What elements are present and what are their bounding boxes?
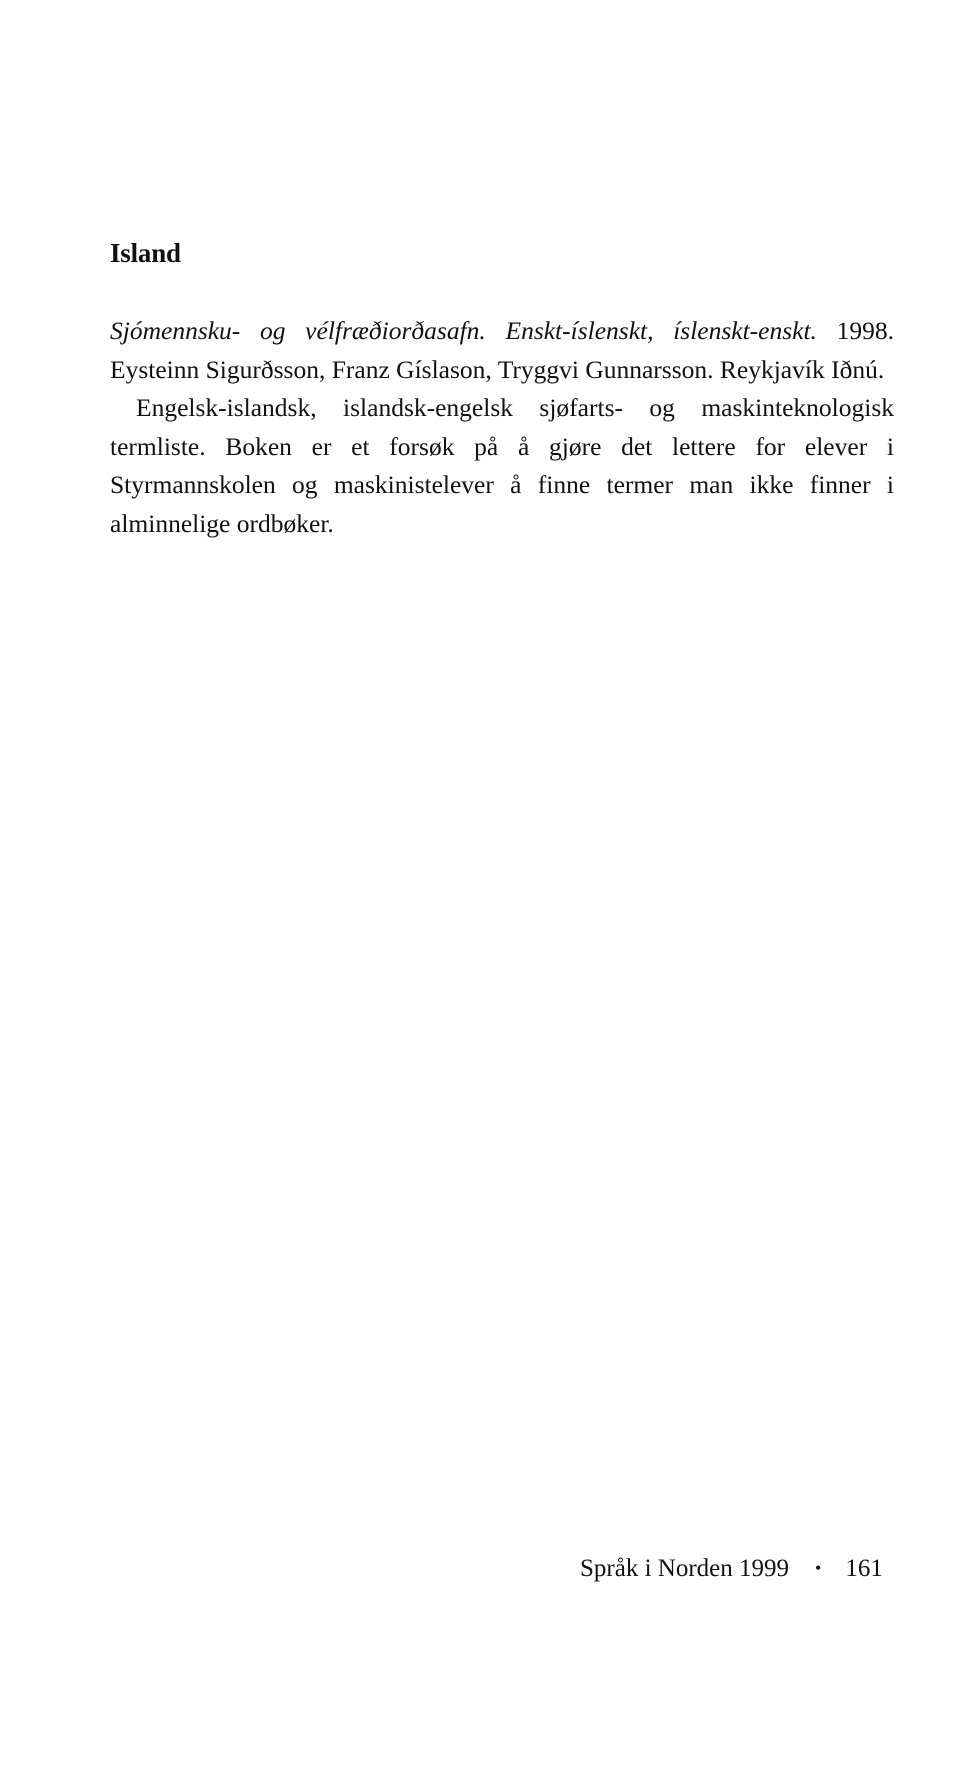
footer-bullet: •: [815, 1558, 822, 1578]
section-heading: Island: [110, 238, 181, 268]
entry-title: Sjómennsku- og vélfræðiorðasafn. Enskt-íslenskt, íslenskt-enskt.: [110, 316, 817, 345]
entry-description: Engelsk-islandsk, islandsk-engelsk sjøfarts- og maskinteknologisk termliste. Boken er et forsøk på å gjøre det lettere for elever i Styrmannskolen og maskinistelever å finne termer man ikke finner i alminnelige ordbøker.: [110, 393, 894, 538]
page-number: 161: [845, 1555, 883, 1582]
entry-publication-info: 1998. Eysteinn Sigurðsson, Franz Gíslason, Tryggvi Gunnarsson. Reykjavík Iðnú.: [110, 316, 894, 384]
page-footer: [580, 1552, 883, 1585]
bibliography-entry: [110, 312, 894, 543]
footer-publication: Språk i Norden 1999: [580, 1555, 789, 1582]
entry-citation: [110, 312, 894, 389]
